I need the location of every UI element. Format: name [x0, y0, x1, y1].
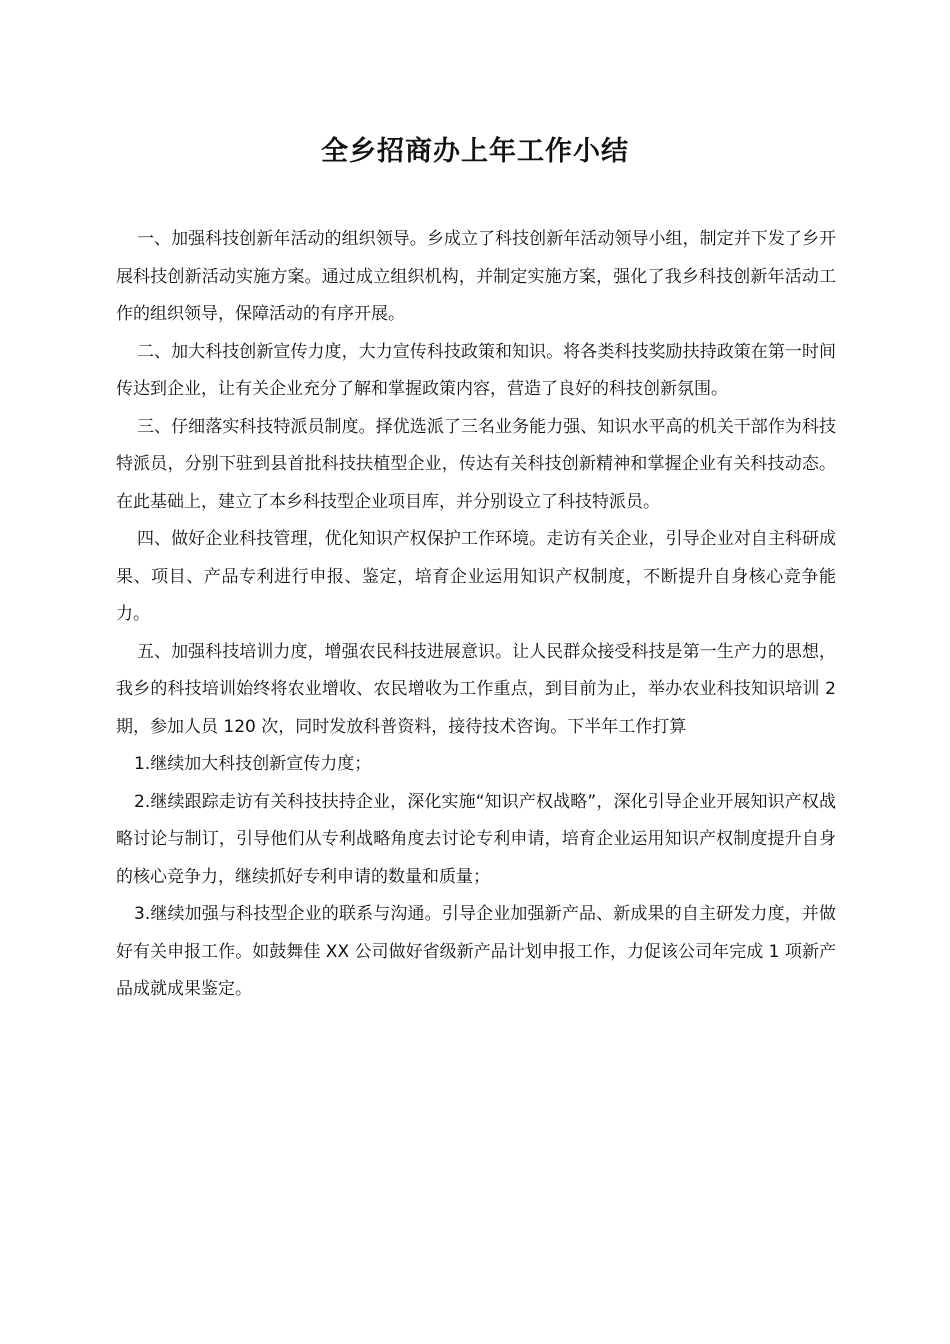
paragraph-5: 五、加强科技培训力度，增强农民科技进展意识。让人民群众接受科技是第一生产力的思想，我乡的科技培训始终将农业增收、农民增收为工作重点，到目前为止，举办农业科技知识培训 2 期，参加人员 120 次，同时发放科普资料，接待技术咨询。下半年工作打算: [116, 641, 836, 737]
paragraph-4: 四、做好企业科技管理，优化知识产权保护工作环境。走访有关企业，引导企业对自主科研成果、项目、产品专利进行申报、鉴定，培育企业运用知识产权制度，不断提升自身核心竞争能力。: [116, 529, 836, 624]
paragraph-2: 二、加大科技创新宣传力度，大力宣传科技政策和知识。将各类科技奖励扶持政策在第一时间传达到企业，让有关企业充分了解和掌握政策内容，营造了良好的科技创新氛围。: [116, 341, 836, 399]
paragraph-1: 一、加强科技创新年活动的组织领导。乡成立了科技创新年活动领导小组，制定并下发了乡开展科技创新活动实施方案。通过成立组织机构，并制定实施方案，强化了我乡科技创新年活动工作的组织领导，保障活动的有序开展。: [116, 229, 836, 324]
plan-item-2: 2.继续跟踪走访有关科技扶持企业，深化实施“知识产权战略”，深化引导企业开展知识产权战略讨论与制订，引导他们从专利战略角度去讨论专利申请，培育企业运用知识产权制度提升自身的核心竞争力，继续抓好专利申请的数量和质量；: [116, 791, 836, 887]
plan-item-1: 1.继续加大科技创新宣传力度；: [134, 754, 372, 774]
paragraph-3: 三、仔细落实科技特派员制度。择优选派了三名业务能力强、知识水平高的机关干部作为科技特派员，分别下驻到县首批科技扶植型企业，传达有关科技创新精神和掌握企业有关科技动态。在此基础上，建立了本乡科技型企业项目库，并分别设立了科技特派员。: [116, 416, 836, 512]
document-title: 全乡招商办上年工作小结: [321, 136, 629, 167]
plan-item-3: 3.继续加强与科技型企业的联系与沟通。引导企业加强新产品、新成果的自主研发力度，并做好有关申报工作。如鼓舞佳 XX 公司做好省级新产品计划申报工作，力促该公司年完成 1 项新产品成就成果鉴定。: [116, 904, 836, 999]
document-body: [116, 221, 836, 1009]
